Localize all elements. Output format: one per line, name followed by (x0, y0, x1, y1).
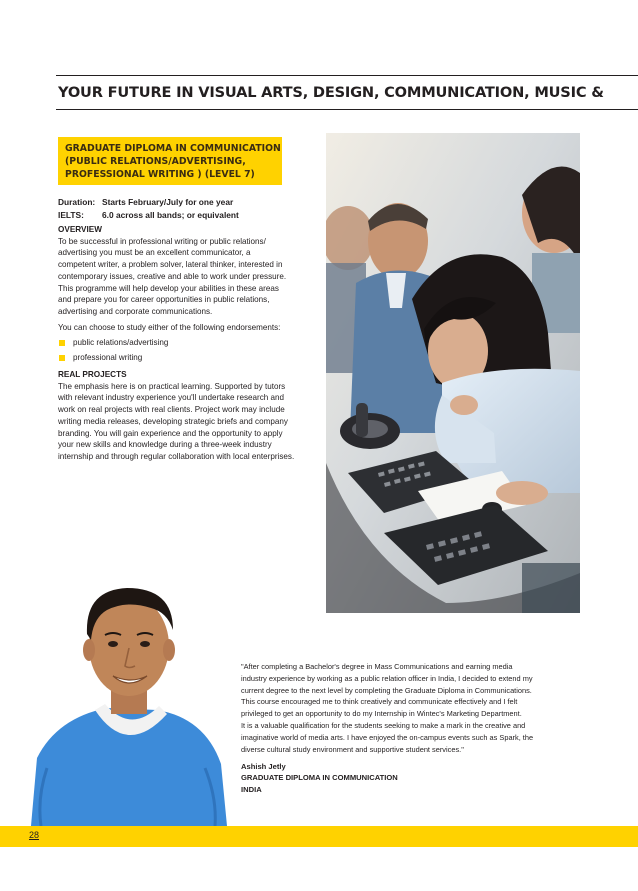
list-item (58, 350, 168, 365)
classroom-photo-illustration (326, 133, 580, 613)
real-projects-line: writing media releases, developing strategic briefs and company (58, 416, 288, 426)
bullet-square-icon (59, 355, 65, 361)
duration-row (58, 196, 239, 209)
real-projects-line: work on real projects with real clients. Project work may include (58, 405, 285, 415)
real-projects-body (58, 381, 314, 463)
quote-line: "After completing a Bachelor's degree in Mass Communications and earning media (241, 662, 513, 671)
quote-line: It is a valuable qualification for the students seeking to make a mark in the creative and (241, 720, 526, 730)
overview-line: contemporary issues, creative and able to work under pressure. (58, 271, 287, 281)
overview-heading: OVERVIEW (58, 225, 102, 234)
duration-value: Starts February/July for one year (102, 197, 234, 207)
testimonial-quote (241, 661, 581, 755)
real-projects-heading: REAL PROJECTS (58, 370, 127, 379)
top-rule (56, 75, 638, 76)
ielts-value: 6.0 across all bands; or equivalent (102, 210, 239, 220)
bullet-square-icon (59, 340, 65, 346)
quote-line: This course encouraged me to think creatively and communicate effectively and I felt (241, 697, 518, 707)
duration-label: Duration: (58, 197, 96, 207)
student-country: INDIA (241, 784, 262, 794)
overview-section (58, 224, 314, 318)
endorsements-intro: You can choose to study either of the following endorsements: (58, 323, 281, 332)
quote-line: imaginative world of media arts. I have enjoyed the on-campus events such as Spark, the (241, 732, 534, 742)
list-item (58, 335, 168, 350)
overview-line: competent writer, a problem solver, lateral thinker, interested in (58, 260, 283, 270)
program-title-line: PROFESSIONAL WRITING ) (LEVEL 7) (65, 169, 255, 180)
student-program: GRADUATE DIPLOMA IN COMMUNICATION (241, 773, 398, 783)
overview-line: This programme will help develop your abilities in these areas (58, 283, 279, 293)
page-title: YOUR FUTURE IN VISUAL ARTS, DESIGN, COMMUNICATION, MUSIC & (58, 84, 604, 101)
program-title-line: GRADUATE DIPLOMA IN COMMUNICATION (65, 143, 281, 154)
page-number: 28 (29, 830, 40, 840)
real-projects-line: The emphasis here is on practical learning. Supported by tutors (58, 381, 286, 391)
student-portrait-illustration (27, 568, 227, 826)
ielts-row (58, 209, 239, 222)
student-name: Ashish Jetly (241, 762, 286, 771)
testimonial-signature (241, 761, 398, 795)
overview-line: To be successful in professional writing or public relations/ (58, 236, 266, 246)
quote-line: diverse cultural study environment and supportive student services." (241, 744, 464, 754)
real-projects-section (58, 369, 314, 463)
quote-line: privileged to get an opportunity to do my Internship in Wintec's Marketing Department. (241, 709, 522, 719)
heading-rule (56, 109, 638, 110)
program-meta (58, 196, 239, 222)
classroom-photo (326, 133, 580, 613)
real-projects-line: your new skills and knowledge during a three-week industry (58, 440, 272, 450)
real-projects-line: with relevant industry experience you'll undertake research and (58, 393, 285, 403)
ielts-label: IELTS: (58, 210, 84, 220)
real-projects-line: internship and through regular collaboration with local enterprises. (58, 451, 295, 461)
program-title-box (58, 137, 282, 185)
overview-line: and prepare you for career opportunities in public relations, (58, 295, 270, 305)
footer-band (0, 826, 638, 847)
overview-body (58, 236, 314, 318)
endorsement-list (58, 335, 168, 365)
endorsement-label: professional writing (73, 353, 143, 362)
program-title-line: (PUBLIC RELATIONS/ADVERTISING, (65, 156, 246, 167)
real-projects-line: branding. You will gain experience and the opportunity to apply (58, 428, 283, 438)
quote-line: industry experience by working as a public relation officer in India, I decided to extend my (241, 673, 533, 683)
overview-line: advertising and corporate communications. (58, 306, 213, 316)
quote-line: current degree to the next level by completing the Graduate Diploma in Communications. (241, 685, 532, 695)
overview-line: advertising you must be an excellent communicator, a (58, 248, 251, 258)
endorsement-label: public relations/advertising (73, 338, 169, 347)
student-portrait (27, 568, 227, 826)
